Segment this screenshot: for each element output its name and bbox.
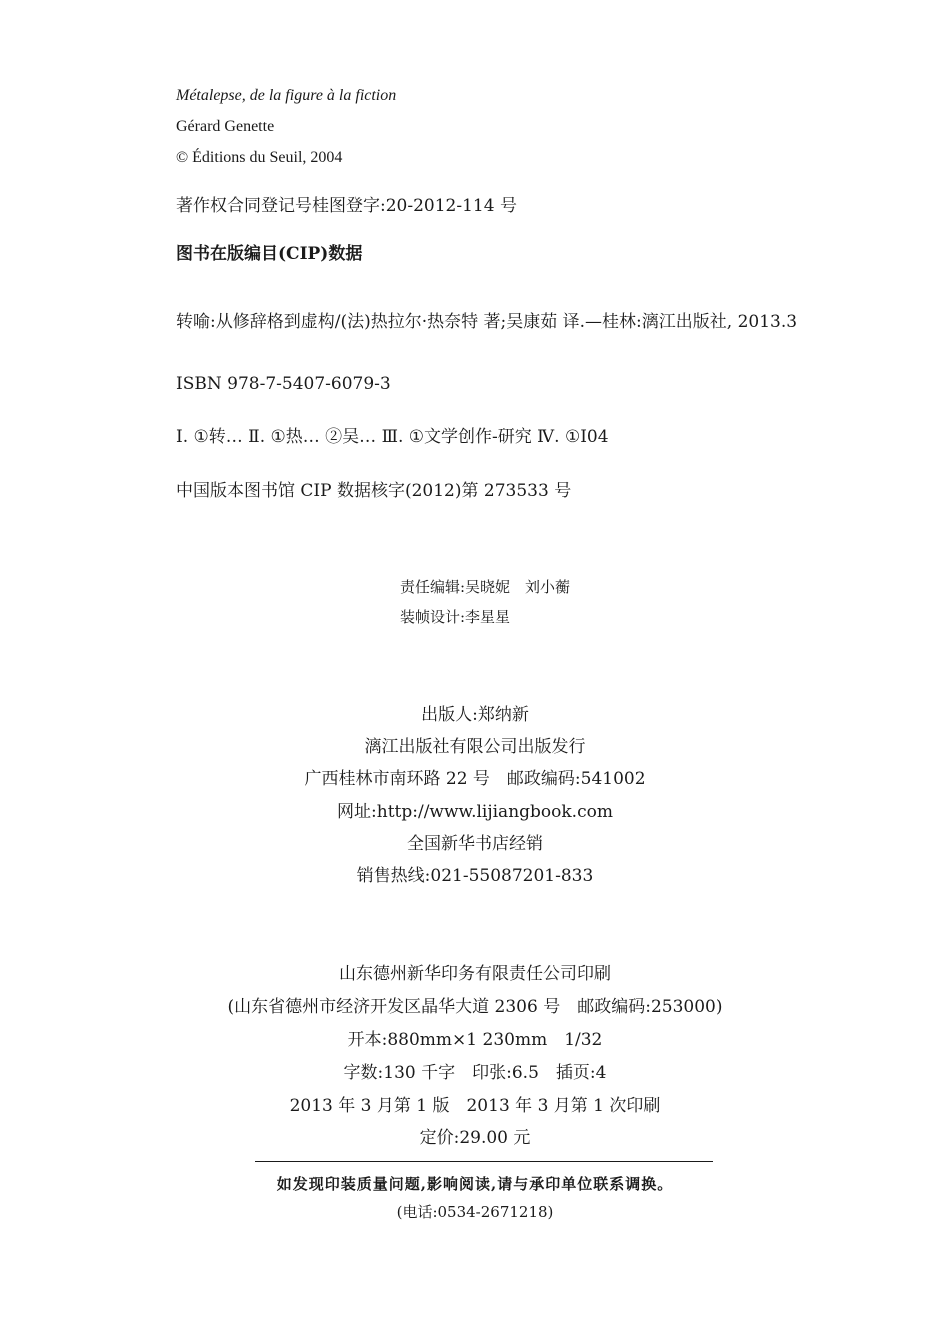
cip-description: 转喻:从修辞格到虚构/(法)热拉尔·热奈特 著;吴康茹 译.—桂林:漓江出版社, 2013.3 [176,312,798,332]
original-title: Métalepse, de la figure à la fiction [176,87,397,104]
cip-record-number: 中国版本图书馆 CIP 数据核字(2012)第 273533 号 [176,481,572,501]
printer: 山东德州新华印务有限责任公司印刷 [339,964,611,984]
notice-phone: (电话:0534-2671218) [396,1203,554,1221]
book-format: 开本:880mm×1 230mm 1/32 [347,1030,603,1050]
price: 定价:29.00 元 [419,1128,531,1148]
edition-info: 2013 年 3 月第 1 版 2013 年 3 月第 1 次印刷 [289,1096,661,1116]
original-copyright: © Éditions du Seuil, 2004 [176,149,343,166]
divider [255,1161,713,1162]
cip-heading: 图书在版编目(CIP)数据 [176,244,363,264]
book-stats: 字数:130 千字 印张:6.5 插页:4 [343,1063,607,1083]
isbn: ISBN 978-7-5407-6079-3 [176,374,391,394]
publisher-address: 广西桂林市南环路 22 号 邮政编码:541002 [304,769,646,789]
publisher-person: 出版人:郑纳新 [421,705,529,725]
copyright-registration: 著作权合同登记号桂图登字:20-2012-114 号 [176,196,517,216]
publisher-issued-by: 漓江出版社有限公司出版发行 [364,737,586,757]
cover-designer: 装帧设计:李星星 [400,608,511,626]
original-author: Gérard Genette [176,118,275,135]
publisher-website: 网址:http://www.lijiangbook.com [337,802,613,822]
sales-hotline: 销售热线:021-55087201-833 [356,866,594,886]
responsible-editors: 责任编辑:吴晓妮 刘小蘅 [400,578,571,596]
printer-address: (山东省德州市经济开发区晶华大道 2306 号 邮政编码:253000) [227,997,723,1017]
cip-classification: Ⅰ. ①转… Ⅱ. ①热… ②吴… Ⅲ. ①文学创作-研究 Ⅳ. ①I04 [176,427,609,447]
quality-notice: 如发现印装质量问题,影响阅读,请与承印单位联系调换。 [276,1175,674,1193]
distributor: 全国新华书店经销 [407,834,543,854]
